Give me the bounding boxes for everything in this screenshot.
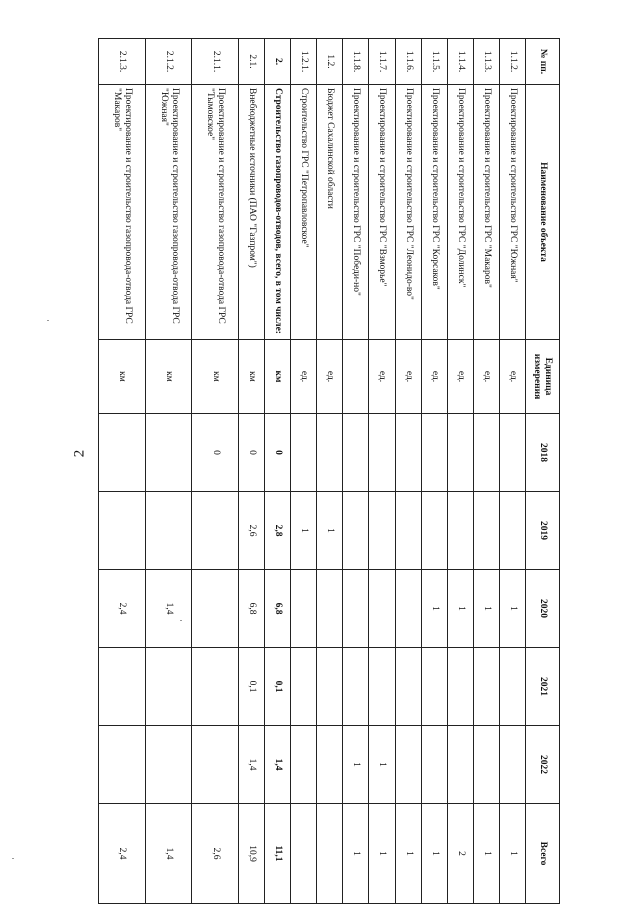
header-unit: Единица измерения <box>526 340 560 414</box>
row-value-2018 <box>473 414 499 492</box>
row-unit: ед. <box>473 340 499 414</box>
row-value-2021 <box>499 648 525 726</box>
row-unit: км <box>99 340 146 414</box>
header-name: Наименование объекта <box>526 85 560 340</box>
row-value-2022 <box>145 726 192 804</box>
table-row <box>395 39 421 904</box>
header-year-2021: 2021 <box>526 648 560 726</box>
row-total <box>317 804 343 904</box>
row-value-2018 <box>145 414 192 492</box>
header-year-2022: 2022 <box>526 726 560 804</box>
row-value-2019 <box>473 492 499 570</box>
row-value-2018 <box>343 414 369 492</box>
row-num: 1.1.3. <box>473 39 499 85</box>
row-value-2018 <box>369 414 395 492</box>
row-value-2018 <box>99 414 146 492</box>
row-value-2018 <box>317 414 343 492</box>
row-value-2019: 1 <box>291 492 317 570</box>
row-value-2021 <box>317 648 343 726</box>
row-value-2022 <box>421 726 447 804</box>
row-num: 1.1.8. <box>343 39 369 85</box>
row-value-2022 <box>395 726 421 804</box>
table-row <box>421 39 447 904</box>
row-name: Проектирование и строительство ГРС "Корсаков" <box>421 85 447 340</box>
row-value-2020: 6,8 <box>265 570 291 648</box>
row-value-2020: 1 <box>421 570 447 648</box>
row-num: 1.1.6. <box>395 39 421 85</box>
row-value-2022: 1 <box>343 726 369 804</box>
table-row <box>145 39 192 904</box>
row-num: 1.2. <box>317 39 343 85</box>
row-name: Проектирование и строительство газопровода-отвода ГРС "Тымовское" <box>192 85 239 340</box>
row-value-2020 <box>395 570 421 648</box>
row-value-2018: 0 <box>192 414 239 492</box>
row-value-2020 <box>369 570 395 648</box>
row-total <box>291 804 317 904</box>
row-value-2021 <box>291 648 317 726</box>
row-num: 1.1.2. <box>499 39 525 85</box>
row-value-2020 <box>343 570 369 648</box>
row-total: 2 <box>447 804 473 904</box>
row-total: 11,1 <box>265 804 291 904</box>
row-value-2021 <box>145 648 192 726</box>
row-num: 1.1.4. <box>447 39 473 85</box>
row-total: 1 <box>395 804 421 904</box>
table-row <box>369 39 395 904</box>
row-total: 1 <box>421 804 447 904</box>
table-row <box>192 39 239 904</box>
row-value-2021 <box>473 648 499 726</box>
row-total: 2,6 <box>192 804 239 904</box>
row-value-2022 <box>291 726 317 804</box>
row-num: 1.2.1. <box>291 39 317 85</box>
row-num: 2.1.3. <box>99 39 146 85</box>
program-table <box>98 38 560 904</box>
row-num: 2.1.1. <box>192 39 239 85</box>
row-value-2018 <box>421 414 447 492</box>
row-name: Внебюджетные источники (ПАО "Газпром") <box>238 85 264 340</box>
row-value-2020: 1 <box>447 570 473 648</box>
row-num: 2. <box>265 39 291 85</box>
row-unit: км <box>145 340 192 414</box>
row-value-2020 <box>291 570 317 648</box>
row-name: Проектирование и строительство ГРС "Долинск" <box>447 85 473 340</box>
row-value-2022: 1 <box>369 726 395 804</box>
table-row <box>499 39 525 904</box>
row-value-2019 <box>343 492 369 570</box>
row-value-2018 <box>499 414 525 492</box>
row-num: 1.1.5. <box>421 39 447 85</box>
table-row <box>473 39 499 904</box>
row-name: Проектирование и строительство ГРС "Макаров" <box>473 85 499 340</box>
row-value-2020 <box>317 570 343 648</box>
row-name: Проектирование и строительство ГРС "Леонидо-во" <box>395 85 421 340</box>
row-total: 1 <box>369 804 395 904</box>
row-value-2021 <box>99 648 146 726</box>
row-unit <box>343 340 369 414</box>
row-value-2019 <box>369 492 395 570</box>
row-name: Проектирование и строительство ГРС "Южная" <box>499 85 525 340</box>
scan-speck <box>47 320 49 321</box>
scan-speck <box>180 620 182 621</box>
table-header-row <box>526 39 560 904</box>
header-year-2019: 2019 <box>526 492 560 570</box>
row-value-2019: 2,8 <box>265 492 291 570</box>
row-unit: ед. <box>317 340 343 414</box>
row-value-2019 <box>99 492 146 570</box>
table-row <box>343 39 369 904</box>
table-row <box>317 39 343 904</box>
header-year-2020: 2020 <box>526 570 560 648</box>
row-total: 1 <box>499 804 525 904</box>
row-value-2019 <box>145 492 192 570</box>
row-name: Бюджет Сахалинской области <box>317 85 343 340</box>
row-value-2021 <box>369 648 395 726</box>
row-name: Проектирование и строительство газопровода-отвода ГРС "Макаров" <box>99 85 146 340</box>
row-value-2019: 1 <box>317 492 343 570</box>
row-value-2021 <box>447 648 473 726</box>
row-value-2021 <box>343 648 369 726</box>
table-row <box>447 39 473 904</box>
row-value-2022: 1,4 <box>238 726 264 804</box>
row-value-2020: 1,4 <box>145 570 192 648</box>
row-num: 1.1.7. <box>369 39 395 85</box>
row-total: 1 <box>343 804 369 904</box>
row-value-2018: 0 <box>238 414 264 492</box>
row-unit: ед. <box>421 340 447 414</box>
row-value-2019 <box>499 492 525 570</box>
row-value-2018 <box>291 414 317 492</box>
row-num: 2.1. <box>238 39 264 85</box>
row-name: Строительство газопроводов-отводов, всего, в том числе: <box>265 85 291 340</box>
row-value-2020: 1 <box>499 570 525 648</box>
row-value-2021 <box>421 648 447 726</box>
row-value-2019 <box>421 492 447 570</box>
table-row <box>238 39 264 904</box>
row-unit: км <box>238 340 264 414</box>
scan-speck <box>12 858 14 859</box>
row-value-2018 <box>395 414 421 492</box>
row-value-2022 <box>473 726 499 804</box>
row-unit: км <box>265 340 291 414</box>
row-value-2022 <box>192 726 239 804</box>
row-value-2019 <box>192 492 239 570</box>
row-unit: ед. <box>499 340 525 414</box>
row-value-2019 <box>447 492 473 570</box>
row-value-2020: 2,4 <box>99 570 146 648</box>
row-value-2019 <box>395 492 421 570</box>
header-year-2018: 2018 <box>526 414 560 492</box>
header-num: № пп. <box>526 39 560 85</box>
row-value-2020: 6,8 <box>238 570 264 648</box>
row-name: Проектирование и строительство газопровода-отвода ГРС "Южная" <box>145 85 192 340</box>
row-value-2022 <box>447 726 473 804</box>
row-name: Строительство ГРС "Петропавловское" <box>291 85 317 340</box>
row-unit: км <box>192 340 239 414</box>
rotated-table-wrapper <box>98 38 560 903</box>
row-value-2021 <box>395 648 421 726</box>
row-unit: ед. <box>447 340 473 414</box>
row-value-2020: 1 <box>473 570 499 648</box>
table-row <box>99 39 146 904</box>
row-total: 2,4 <box>99 804 146 904</box>
header-total: Всего <box>526 804 560 904</box>
table-row <box>265 39 291 904</box>
row-total: 10,9 <box>238 804 264 904</box>
row-value-2021: 0,1 <box>265 648 291 726</box>
row-value-2022: 1,4 <box>265 726 291 804</box>
row-name: Проектирование и строительство ГРС "Победи-но" <box>343 85 369 340</box>
row-value-2018: 0 <box>265 414 291 492</box>
row-value-2021: 0,1 <box>238 648 264 726</box>
row-value-2022 <box>99 726 146 804</box>
row-unit: ед. <box>369 340 395 414</box>
row-value-2020 <box>192 570 239 648</box>
row-num: 2.1.2. <box>145 39 192 85</box>
row-total: 1,4 <box>145 804 192 904</box>
table-row <box>291 39 317 904</box>
row-value-2022 <box>317 726 343 804</box>
row-value-2021 <box>192 648 239 726</box>
row-total: 1 <box>473 804 499 904</box>
row-value-2019: 2,6 <box>238 492 264 570</box>
row-unit: ед. <box>291 340 317 414</box>
row-unit: ед. <box>395 340 421 414</box>
row-name: Проектирование и строительство ГРС "Взморье" <box>369 85 395 340</box>
row-value-2022 <box>499 726 525 804</box>
row-value-2018 <box>447 414 473 492</box>
page-number: 2 <box>71 449 88 458</box>
